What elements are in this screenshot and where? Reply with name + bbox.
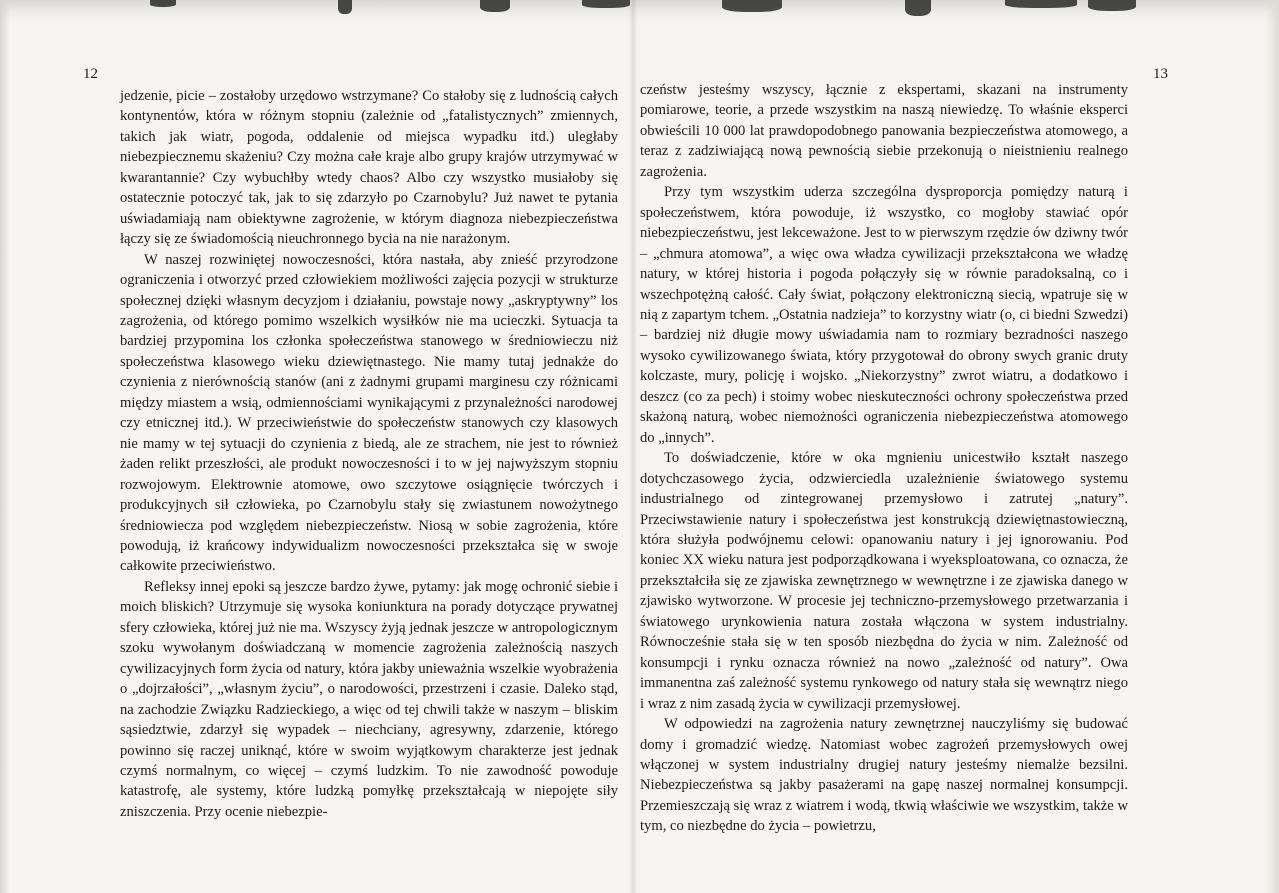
scan-artifact [338, 0, 352, 14]
page-number-left: 12 [83, 66, 98, 82]
paragraph: Refleksy innej epoki są jeszcze bardzo żywe, pytamy: jak mogę ochronić siebie i moich bliskich? Utrzymuje się wysoka koniunktura na porady dotyczące prywatnej sfery człowieka, której już nie ma. Wszyscy żyją jednak jeszcze w antropologicznym szoku wywołanym doświadczaną w momencie zagrożenia zależnością naszych cywilizacyjnych form życia od natury, która jakby unieważnia wszelkie wyobrażenia o „dojrzałości”, „własnym życiu”, o narodowości, przestrzeni i czasie. Daleko stąd, na zachodzie Związku Radzieckiego, a więc od tej chwili także w naszym – bliskim sąsiedztwie, zdarzył się wypadek – niechciany, agresywny, zdarzenie, którego powinno się raczej uniknąć, które w swoim wyjątkowym charakterze jest jednak czymś normalnym, co więcej – czymś ludzkim. To nie zawodność powoduje katastrofę, ale systemy, które ludzką pomyłkę przekształcają w niepojęte siły zniszczenia. Przy ocenie niebezpie- [120, 578, 618, 820]
paragraph: czeństw jesteśmy wszyscy, łącznie z ekspertami, skazani na instrumenty pomiarowe, teorie, a przede wszystkim na naszą niewiedzę. To właśnie eksperci obwieścili 10 000 lat prawdopodobnego panowania bezpieczeństwa atomowego, a teraz z zadziwiającą nową pewnością siebie przekonują o nieistnieniu realnego zagrożenia. [640, 82, 1128, 180]
paragraph: To doświadczenie, które w oka mgnieniu unicestwiło kształt naszego dotychczasowego życia, odzwierciedla uzależnienie światowego systemu industrialnego od zintegrowanej przemysłowo i zatrutej „natury”. Przeciwstawienie natury i społeczeństwa jest konstrukcją dziewiętnastowieczną, która służyła podwójnemu celowi: opanowaniu natury i jej ignorowaniu. Pod koniec XX wieku natura jest podporządkowana i wyeksploatowana, co oznacza, że przekształciła się ze zjawiska zewnętrznego w wewnętrzne i ze zjawiska danego w zjawisko wytworzone. W procesie jej techniczno-przemysłowego przetwarzania i światowego urynkowienia natura została włączona w system industrialny. Równocześnie stała się w ten sposób niezbędna do życia w nim. Zależność od konsumpcji i rynku oznacza również na nowo „zależność od natury”. Owa immanentna zaś zależność systemu rynkowego od natury stała się wewnątrz niego i wraz z nim zasadą życia w cywilizacji przemysłowej. [640, 450, 1128, 712]
scan-artifact [1005, 0, 1077, 8]
scan-left-edge [0, 0, 10, 893]
paragraph: Przy tym wszystkim uderza szczególna dysproporcja pomiędzy naturą i społeczeństwem, która powoduje, iż wszystko, co mogłoby stawiać opór niebezpieczeństwu, jest lekceważone. Jest to w pierwszym rzędzie ów dziwny twór – „chmura atomowa”, a więc owa władza cywilizacji przekształcona we władzę natury, w której historia i pogoda połączyły się w równie paradoksalną, co i wszechpotężną całość. Cały świat, połączony elektroniczną siecią, wpatruje się w nią z zapartym tchem. „Ostatnia nadzieja” to korzystny wiatr (o, ci biedni Szwedzi) – bardziej niż długie mowy uświadamia nam to rozmiary bezradności naszego wysoko cywilizowanego świata, który przygotował do obrony swych granic druty kolczaste, mury, policję i wojsko. „Niekorzystny” zwrot wiatru, a dodatkowo i deszcz (co za pech) i stoimy wobec nieskuteczności ochrony społeczeństwa przed skażoną naturą, wobec niemożności ograniczenia niebezpieczeństwa atomowego do „innych”. [640, 184, 1128, 446]
page-number-right: 13 [1153, 66, 1168, 82]
scan-artifact [905, 0, 931, 16]
scan-artifact [722, 0, 782, 12]
scan-artifact [480, 0, 510, 12]
left-page-text [120, 86, 618, 822]
right-page-text [640, 80, 1128, 837]
scan-artifact [582, 0, 630, 8]
paragraph: W odpowiedzi na zagrożenia natury zewnętrznej nauczyliśmy się budować domy i gromadzić wiedzę. Natomiast wobec zagrożeń przemysłowych owej włączonej w system industrialny drugiej natury jesteśmy niemalże bezsilni. Niebezpieczeństwa są jakby pasażerami na gapę naszej normalnej konsumpcji. Przemieszczają się wraz z wiatrem i wodą, tkwią właściwie we wszystkim, także w tym, co niezbędne do życia – powietrzu, [640, 716, 1128, 835]
paragraph: jedzenie, picie – zostałoby urzędowo wstrzymane? Co stałoby się z ludnością całych kontynentów, która w różnym stopniu (zależnie od „fatalistycznych” zmiennych, takich jak wiatr, pogoda, oddalenie od miejsca wypadku itd.) uległaby niebezpiecznemu skażeniu? Czy można całe kraje albo grupy krajów utrzymywać w kwarantannie? Czy wybuchłby wtedy chaos? Albo czy wszystko musiałoby się ostatecznie potoczyć tak, jak to się zdarzyło po Czarnobylu? Już nawet te pytania uświadamiają nam obiektywne zagrożenie, w którym diagnoza niebezpieczeństwa łączy się ze świadomością nieuchronnego bycia na nie narażonym. [120, 88, 618, 248]
scan-artifact [1088, 0, 1136, 11]
paragraph: W naszej rozwiniętej nowoczesności, która nastała, aby znieść przyrodzone ograniczenia i otworzyć przed człowiekiem możliwości zajęcia pozycji w strukturze społecznej dzięki własnym decyzjom i działaniu, powstaje nowy „askryptywny” los zagrożenia, od którego pomimo wszelkich wysiłków nie ma ucieczki. Sytuacja ta bardziej przypomina los członka społeczeństwa stanowego w średniowieczu niż społeczeństwa klasowego wieku dziewiętnastego. Nie mamy tutaj jednakże do czynienia z nierównością stanów (ani z żadnymi grupami marginesu czy różnicami między miastem a wsią, odmiennościami wynikającymi z przynależności narodowej czy etnicznej itd.). W przeciwieństwie do społeczeństw stanowych czy klasowych nie mamy w tej sytuacji do czynienia z biedą, ale ze strachem, nie jest to również żaden relikt przeszłości, ale produkt nowoczesności i to w jej najwyższym stopniu rozwojowym. Elektrownie atomowe, owo szczytowe osiągnięcie twórczych i produkcyjnych sił człowieka, po Czarnobylu stały się zwiastunem nowożytnego średniowiecza pod względem niebezpieczeństw. Niosą w sobie zagrożenia, które powodują, iż krańcowy indywidualizm nowoczesności przekształca się w swoje całkowite przeciwieństwo. [120, 251, 618, 575]
book-gutter [628, 0, 638, 893]
scan-artifact [150, 0, 176, 7]
scan-right-edge [1265, 0, 1279, 893]
